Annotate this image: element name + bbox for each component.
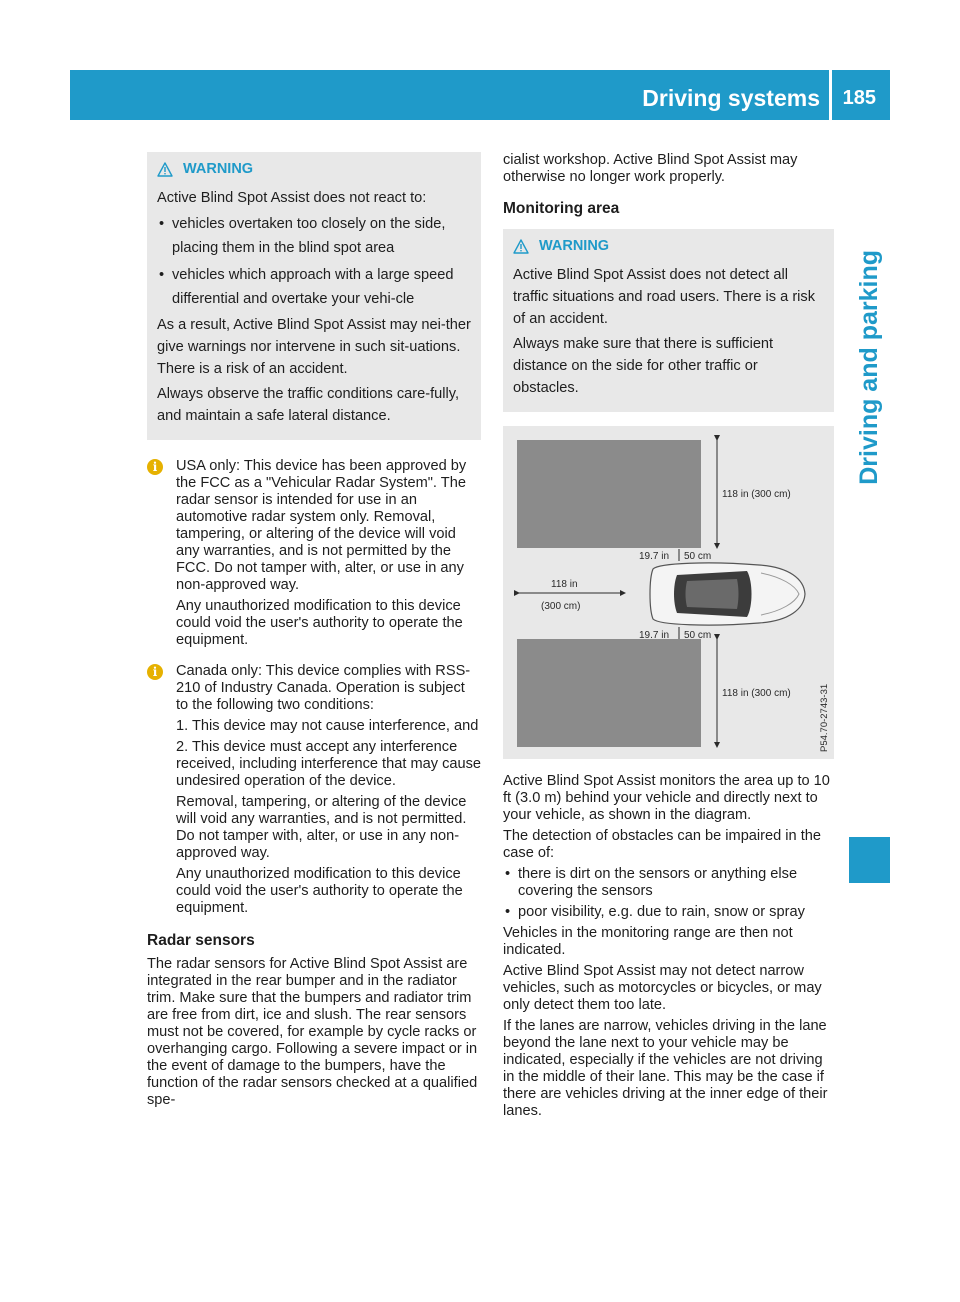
- monitoring-diagram: [503, 426, 834, 759]
- rear-length-label: 118 in: [551, 579, 578, 590]
- warning-header: [157, 159, 471, 179]
- side-tab: [849, 240, 890, 584]
- warning-paragraph: Active Blind Spot Assist does not detect all traffic situations and road users. There is a risk of an accident.: [513, 267, 816, 327]
- header-divider: [829, 70, 832, 120]
- info-paragraph: 2. This device must accept any interference received, including interference that may cause undesired operation of the device.: [176, 739, 482, 789]
- warning-paragraph: Always observe the traffic conditions care-fully, and maintain a safe lateral distance.: [157, 386, 460, 424]
- side-tab-label: Driving and parking: [855, 250, 883, 485]
- info-icon: i: [147, 459, 163, 475]
- list-item-text: poor visibility, e.g. due to rain, snow or spray: [518, 904, 805, 920]
- side-tab-marker: [849, 837, 890, 883]
- warning-paragraph: Always make sure that there is sufficient distance on the side for other traffic or obstacles.: [513, 336, 774, 396]
- list-item: [503, 866, 834, 900]
- warning-intro: Active Blind Spot Assist does not react to:: [157, 190, 427, 206]
- list-item: [503, 904, 834, 921]
- paragraph: Vehicles in the monitoring range are then not indicated.: [503, 925, 793, 958]
- info-icon: i: [147, 664, 163, 680]
- warning-triangle-icon: [513, 239, 529, 254]
- info-paragraph: Canada only: This device complies with RSS-210 of Industry Canada. Operation is subject to the following two conditions:: [176, 663, 471, 713]
- monitoring-heading: Monitoring area: [503, 200, 620, 217]
- warning-box: [147, 152, 481, 440]
- info-paragraph: Any unauthorized modification to this device could void the user's authority to operate the equipment.: [176, 598, 463, 648]
- warning-title: WARNING: [183, 160, 254, 177]
- bullet-icon: •: [505, 904, 511, 920]
- warning-bullet-text: vehicles which approach with a large speed differential and overtake your vehi-cle: [172, 267, 454, 307]
- bottom-length-label: 118 in (300 cm): [722, 688, 791, 699]
- rear-length-label-cm: (300 cm): [541, 601, 581, 612]
- top-length-label: 118 in (300 cm): [722, 489, 791, 500]
- paragraph: The detection of obstacles can be impaired in the case of:: [503, 828, 822, 861]
- chapter-title: Driving systems: [642, 85, 820, 111]
- info-paragraph: 1. This device may not cause interference, and: [176, 718, 479, 734]
- bullet-icon: •: [159, 267, 165, 283]
- gap-top-label-cm: 50 cm: [684, 551, 712, 562]
- left-column: [147, 152, 481, 1113]
- list-item-text: there is dirt on the sensors or anything else covering the sensors: [518, 866, 798, 899]
- paragraph: Active Blind Spot Assist monitors the area up to 10 ft (3.0 m) behind your vehicle and directly next to your vehicle, as shown in the diagram.: [503, 773, 830, 823]
- car-top-view-icon: [650, 563, 805, 625]
- warning-box: [503, 229, 834, 412]
- right-column: [503, 152, 834, 1124]
- bullet-icon: •: [505, 866, 511, 882]
- gap-bottom-label-cm: 50 cm: [684, 630, 712, 641]
- info-canada: [147, 663, 481, 917]
- warning-bullet: [157, 212, 471, 260]
- radar-heading: Radar sensors: [147, 932, 255, 949]
- warning-paragraph: As a result, Active Blind Spot Assist may nei-ther give warnings nor intervene in such sit-uations. There is a risk of an accident.: [157, 317, 471, 377]
- figure-code: P54.70-2743-31: [819, 683, 830, 752]
- warning-title: WARNING: [539, 237, 610, 254]
- warning-triangle-icon: [157, 162, 173, 177]
- radar-text: The radar sensors for Active Blind Spot Assist are integrated in the rear bumper and in the radiator trim. Make sure that the bumpers and radiator trim are free from dirt, ice and slush. The rear sensors must not be covered, for example by cycle racks or overhanging cargo. Following a severe impact or in the event of damage to the bumpers, have the function of the radar sensors checked at a qualified spe-: [147, 956, 478, 1108]
- warning-header: [513, 236, 824, 256]
- gap-bottom-label-in: 19.7 in: [639, 630, 670, 641]
- info-paragraph: USA only: This device has been approved by the FCC as a "Vehicular Radar System". The radar sensor is intended for use in an automotive radar system only. Removal, tampering, or altering of the device will void any warranties, and is not permitted by the FCC. Do not tamper with, alter, or use in any non-approved way.: [176, 458, 467, 593]
- info-paragraph: Removal, tampering, or altering of the device will void any warranties, and is not permitted. Do not tamper with, alter, or use in any non-approved way.: [176, 794, 467, 861]
- info-usa: [147, 458, 481, 649]
- paragraph: If the lanes are narrow, vehicles driving in the lane beyond the lane next to your vehicle may be indicated, especially if the vehicles are not driving in the middle of their lane. This may be the case if there are vehicles driving at the inner edge of their lanes.: [503, 1018, 828, 1119]
- warning-bullet: [157, 263, 471, 311]
- gap-top-label-in: 19.7 in: [639, 551, 670, 562]
- bullet-icon: •: [159, 216, 165, 232]
- paragraph: Active Blind Spot Assist may not detect narrow vehicles, such as motorcycles or bicycles, or may only detect them too late.: [503, 963, 822, 1013]
- info-paragraph: Any unauthorized modification to this device could void the user's authority to operate the equipment.: [176, 866, 463, 916]
- page-header: [70, 70, 890, 120]
- warning-bullet-text: vehicles overtaken too closely on the side, placing them in the blind spot area: [172, 216, 446, 256]
- continuation-text: cialist workshop. Active Blind Spot Assist may otherwise no longer work properly.: [503, 152, 798, 185]
- monitoring-description: [503, 773, 834, 1120]
- page-number: 185: [842, 87, 876, 109]
